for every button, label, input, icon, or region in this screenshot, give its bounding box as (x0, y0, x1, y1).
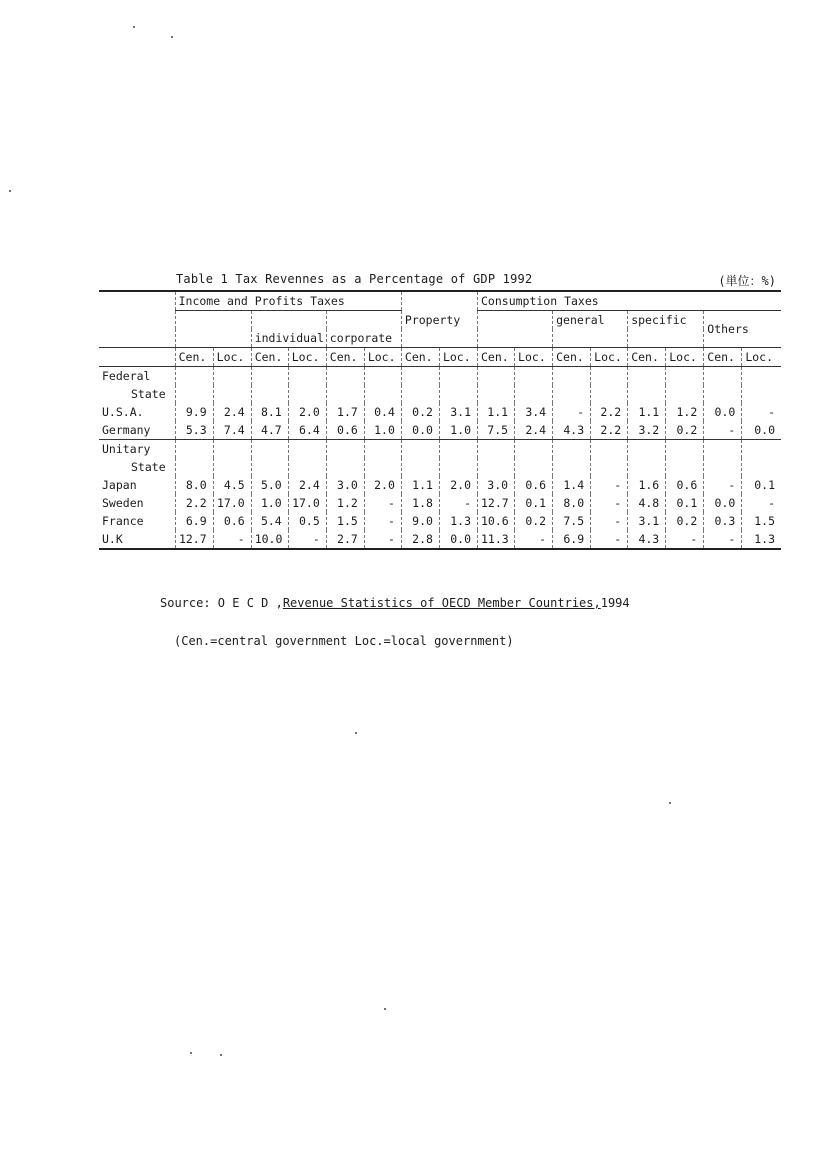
cell-individual-cen: 5.0 (251, 476, 288, 494)
cell-others-loc: 1.5 (742, 512, 781, 530)
cell-individual-loc: 2.4 (288, 476, 326, 494)
group-unitary-label-2: State (131, 460, 166, 474)
cell-income-cen: 2.2 (175, 494, 213, 512)
header-individual: individual (251, 329, 326, 348)
cell-property-loc: 0.0 (439, 530, 477, 549)
cell-corporate-cen: 2.7 (326, 530, 364, 549)
source-year: 1994 (600, 596, 630, 610)
header-cen: Cen. (553, 348, 591, 367)
cell-specific-loc: 0.6 (666, 476, 704, 494)
cell-property-cen: 9.0 (401, 512, 439, 530)
scan-speck (355, 732, 357, 734)
header-loc: Loc. (666, 348, 704, 367)
header-cen: Cen. (478, 348, 515, 367)
cell-individual-cen: 10.0 (251, 530, 288, 549)
cell-income-cen: 12.7 (175, 530, 213, 549)
group-federal-label-2: State (131, 387, 166, 401)
cell-specific-cen: 1.1 (628, 403, 666, 421)
scan-speck (384, 1008, 386, 1010)
cell-property-cen: 1.8 (401, 494, 439, 512)
cell-corporate-loc: 2.0 (364, 476, 401, 494)
header-consumption-blank (478, 311, 553, 348)
scan-speck (9, 190, 11, 192)
cell-income-loc: - (213, 530, 251, 549)
header-consumption: Consumption Taxes (478, 291, 782, 311)
header-corporate-spacer (326, 311, 401, 330)
cell-specific-cen: 4.8 (628, 494, 666, 512)
cell-individual-cen: 8.1 (251, 403, 288, 421)
cell-individual-cen: 5.4 (251, 512, 288, 530)
cell-income-loc: 0.6 (213, 512, 251, 530)
cell-general-loc: - (591, 494, 628, 512)
cell-income-loc: 7.4 (213, 421, 251, 440)
table-title: Table 1 Tax Revennes as a Percentage of GDP 1992 (176, 272, 533, 286)
row-country: U.S.A. (102, 405, 144, 419)
cell-specific-loc: 0.1 (666, 494, 704, 512)
cell-general-loc: 2.2 (591, 421, 628, 440)
header-loc: Loc. (439, 348, 477, 367)
header-cen: Cen. (175, 348, 213, 367)
scan-speck (190, 1052, 192, 1054)
header-loc: Loc. (364, 348, 401, 367)
cell-property-cen: 2.8 (401, 530, 439, 549)
source-citation (160, 596, 630, 610)
cell-others-cen: - (704, 421, 742, 440)
cell-corporate-loc: 1.0 (364, 421, 401, 440)
cell-corporate-loc: - (364, 512, 401, 530)
cell-specific-cen: 1.6 (628, 476, 666, 494)
cell-corporate-cen: 1.5 (326, 512, 364, 530)
cell-property-loc: 2.0 (439, 476, 477, 494)
table-title-row (176, 272, 780, 290)
cell-general-cen: 8.0 (553, 494, 591, 512)
cell-property-loc: 1.0 (439, 421, 477, 440)
abbreviation-note: (Cen.=central government Loc.=local government) (174, 634, 514, 648)
scan-speck (171, 36, 173, 38)
cell-property-cen: 0.0 (401, 421, 439, 440)
scan-speck (220, 1054, 222, 1056)
header-empty-cell (99, 291, 175, 348)
cell-others-cen: 0.0 (704, 494, 742, 512)
cell-general-loc: - (591, 476, 628, 494)
header-individual-spacer (251, 311, 326, 330)
cell-income-cen: 9.9 (175, 403, 213, 421)
header-cen: Cen. (251, 348, 288, 367)
cell-income-loc: 4.5 (213, 476, 251, 494)
header-others: Others (704, 311, 781, 348)
cell-general-cen: - (553, 403, 591, 421)
cell-specific-cen: 3.1 (628, 512, 666, 530)
header-general-spacer (553, 329, 628, 348)
source-prefix: Source: O E C D , (160, 596, 283, 610)
row-country: U.K (99, 530, 175, 549)
row-country: Japan (102, 478, 137, 492)
cell-others-cen: - (704, 476, 742, 494)
header-specific-spacer (628, 329, 704, 348)
source-publication-title: Revenue Statistics of OECD Member Countries, (282, 596, 601, 610)
cell-general-cen: 6.9 (553, 530, 591, 549)
group-label-row (99, 458, 781, 476)
header-cen: Cen. (704, 348, 742, 367)
cell-corporate-loc: 0.4 (364, 403, 401, 421)
cell-income-cen: 5.3 (175, 421, 213, 440)
header-property: Property (401, 291, 477, 348)
cell-corporate-cen: 3.0 (326, 476, 364, 494)
cell-others-loc: - (742, 403, 781, 421)
cell-others-loc: 0.0 (742, 421, 781, 440)
table-row (99, 476, 781, 494)
unit-label: (単位：%) (718, 274, 776, 288)
cell-specific-cen: 3.2 (628, 421, 666, 440)
cell-others-cen: 0.3 (704, 512, 742, 530)
cell-corporate-loc: - (364, 494, 401, 512)
cell-individual-loc: - (288, 530, 326, 549)
cell-property-cen: 1.1 (401, 476, 439, 494)
tax-revenue-table (99, 290, 781, 550)
cell-corporate-cen: 0.6 (326, 421, 364, 440)
table-row (99, 421, 781, 440)
cell-specific-loc: 0.2 (666, 421, 704, 440)
cell-consumption-cen: 11.3 (478, 530, 515, 549)
cell-general-cen: 7.5 (553, 512, 591, 530)
cell-consumption-loc: 3.4 (515, 403, 553, 421)
header-blank-level (99, 348, 175, 367)
group-unitary-label: Unitary (102, 442, 151, 456)
cell-income-cen: 8.0 (175, 476, 213, 494)
cell-income-cen: 6.9 (175, 512, 213, 530)
cell-general-cen: 1.4 (553, 476, 591, 494)
cell-consumption-loc: - (515, 530, 553, 549)
header-cen: Cen. (326, 348, 364, 367)
header-corporate: corporate (326, 329, 401, 348)
header-loc: Loc. (288, 348, 326, 367)
cell-corporate-cen: 1.7 (326, 403, 364, 421)
cell-general-loc: - (591, 530, 628, 549)
cell-individual-cen: 1.0 (251, 494, 288, 512)
header-cen: Cen. (401, 348, 439, 367)
table-row (99, 530, 781, 549)
table-row (99, 512, 781, 530)
cell-consumption-cen: 10.6 (478, 512, 515, 530)
cell-individual-cen: 4.7 (251, 421, 288, 440)
header-loc: Loc. (591, 348, 628, 367)
header-row-levels (99, 348, 781, 367)
row-country: Sweden (102, 496, 144, 510)
scan-speck (133, 26, 135, 28)
cell-individual-loc: 0.5 (288, 512, 326, 530)
cell-property-cen: 0.2 (401, 403, 439, 421)
table-row (99, 403, 781, 421)
cell-specific-loc: - (666, 530, 704, 549)
cell-specific-loc: 0.2 (666, 512, 704, 530)
cell-others-loc: - (742, 494, 781, 512)
cell-specific-cen: 4.3 (628, 530, 666, 549)
group-label-row (99, 367, 781, 386)
cell-consumption-loc: 0.2 (515, 512, 553, 530)
cell-individual-loc: 17.0 (288, 494, 326, 512)
cell-others-loc: 1.3 (742, 530, 781, 549)
header-loc: Loc. (515, 348, 553, 367)
header-loc: Loc. (742, 348, 781, 367)
cell-consumption-loc: 0.1 (515, 494, 553, 512)
header-cen: Cen. (628, 348, 666, 367)
cell-property-loc: - (439, 494, 477, 512)
header-loc: Loc. (213, 348, 251, 367)
cell-others-loc: 0.1 (742, 476, 781, 494)
header-general: general (553, 311, 628, 330)
cell-consumption-cen: 3.0 (478, 476, 515, 494)
cell-property-loc: 1.3 (439, 512, 477, 530)
cell-general-loc: 2.2 (591, 403, 628, 421)
cell-consumption-loc: 0.6 (515, 476, 553, 494)
cell-consumption-cen: 12.7 (478, 494, 515, 512)
group-federal-label: Federal (102, 369, 151, 383)
header-specific: specific (628, 311, 704, 330)
row-country: France (102, 514, 144, 528)
cell-others-cen: 0.0 (704, 403, 742, 421)
cell-general-loc: - (591, 512, 628, 530)
table-row (99, 494, 781, 512)
row-country: Germany (99, 421, 175, 440)
cell-corporate-loc: - (364, 530, 401, 549)
cell-consumption-cen: 1.1 (478, 403, 515, 421)
cell-individual-loc: 6.4 (288, 421, 326, 440)
cell-income-loc: 17.0 (213, 494, 251, 512)
cell-property-loc: 3.1 (439, 403, 477, 421)
cell-individual-loc: 2.0 (288, 403, 326, 421)
cell-specific-loc: 1.2 (666, 403, 704, 421)
header-blank-under-income (175, 311, 251, 348)
cell-consumption-cen: 7.5 (478, 421, 515, 440)
cell-corporate-cen: 1.2 (326, 494, 364, 512)
cell-income-loc: 2.4 (213, 403, 251, 421)
group-label-row (99, 440, 781, 459)
scan-speck (669, 802, 671, 804)
header-income-profits: Income and Profits Taxes (175, 291, 401, 311)
cell-general-cen: 4.3 (553, 421, 591, 440)
header-row-groups (99, 291, 781, 311)
cell-consumption-loc: 2.4 (515, 421, 553, 440)
cell-others-cen: - (704, 530, 742, 549)
group-label-row (99, 385, 781, 403)
